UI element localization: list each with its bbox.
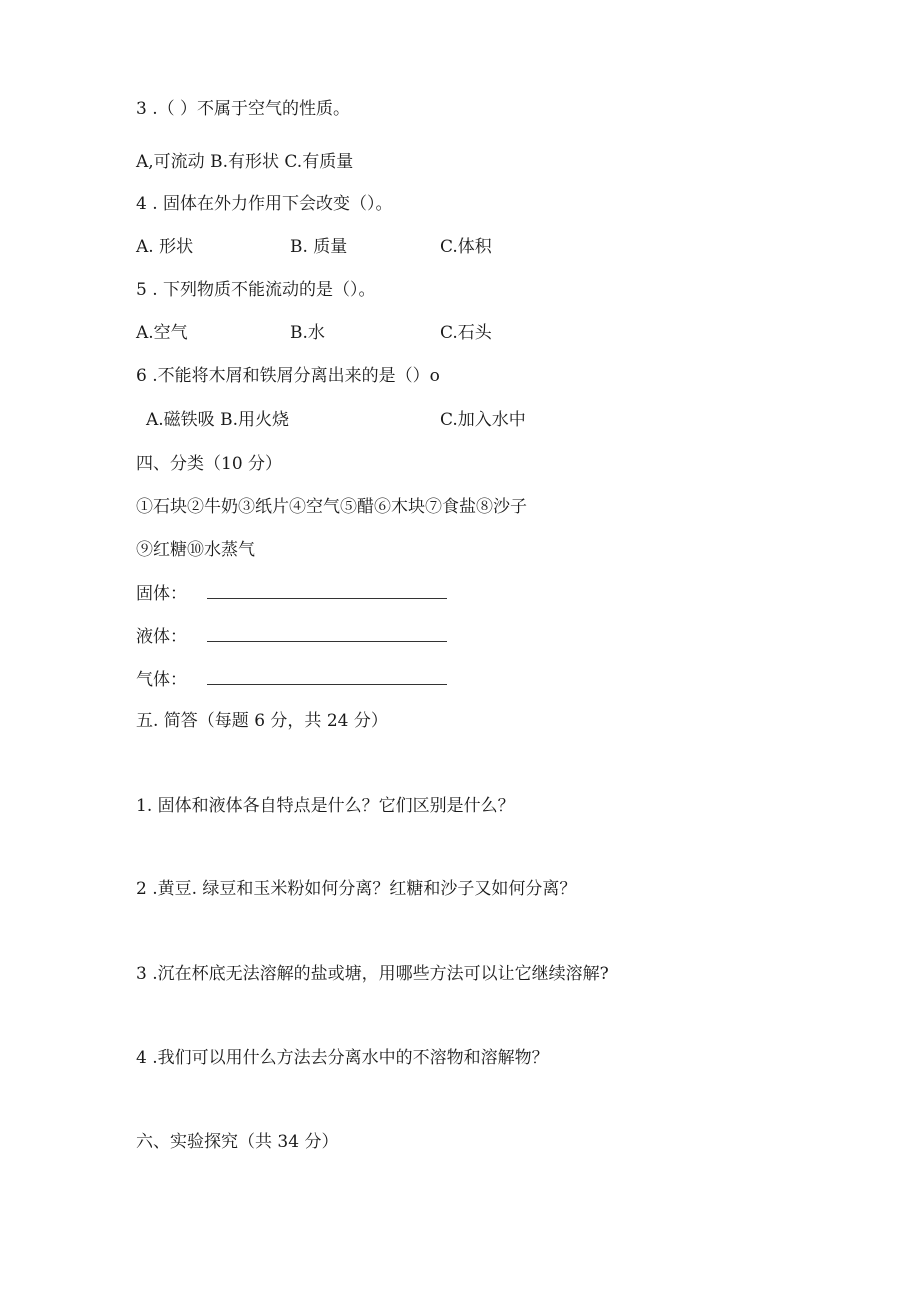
q6-text: 6 .不能将木屑和铁屑分离出来的是（）o [136,366,440,386]
q4-text: 4 . 固体在外力作用下会改变（）。 [136,194,393,214]
gas-row [136,668,447,691]
section-6-title: 六、实验探究（共 34 分） [136,1132,339,1152]
q5-option-c: C.石头 [440,323,492,343]
section-4-items-line1: ①石块②牛奶③纸片④空气⑤醋⑥木块⑦食盐⑧沙子 [136,497,527,517]
q4-option-b: B. 质量 [290,237,348,257]
section-4-title: 四、分类（10 分） [136,454,283,474]
q6-option-ab: A.磁铁吸 B.用火烧 [146,410,289,430]
section-4-items-line2: ⑨红糖⑩水蒸气 [136,540,255,560]
q3-text: 3 .（ ）不属于空气的性质。 [136,99,351,119]
solid-label: 固体： [136,584,187,604]
section-5-title: 五. 简答（每题 6 分，共 24 分） [136,711,388,731]
liquid-label: 液体： [136,627,187,647]
q3-options: A,可流动 B.有形状 C.有质量 [136,152,354,172]
section-5-q4: 4 .我们可以用什么方法去分离水中的不溶物和溶解物？ [136,1048,549,1068]
section-5-q1: 1. 固体和液体各自特点是什么？它们区别是什么？ [136,796,515,816]
liquid-answer-line[interactable] [207,625,447,642]
q5-text: 5 . 下列物质不能流动的是（）。 [136,280,376,300]
q4-option-c: C.体积 [440,237,492,257]
liquid-row [136,625,447,648]
q4-option-a: A. 形状 [136,237,194,257]
section-5-q3: 3 .沉在杯底无法溶解的盐或塘，用哪些方法可以让它继续溶解? [136,964,609,984]
solid-row [136,582,447,605]
q5-option-a: A.空气 [136,323,188,343]
section-5-q2: 2 .黄豆. 绿豆和玉米粉如何分离？红糖和沙子又如何分离？ [136,879,577,899]
q6-option-c: C.加入水中 [440,410,526,430]
q5-option-b: B.水 [290,323,325,343]
solid-answer-line[interactable] [207,582,447,599]
gas-label: 气体： [136,670,187,690]
gas-answer-line[interactable] [207,668,447,685]
